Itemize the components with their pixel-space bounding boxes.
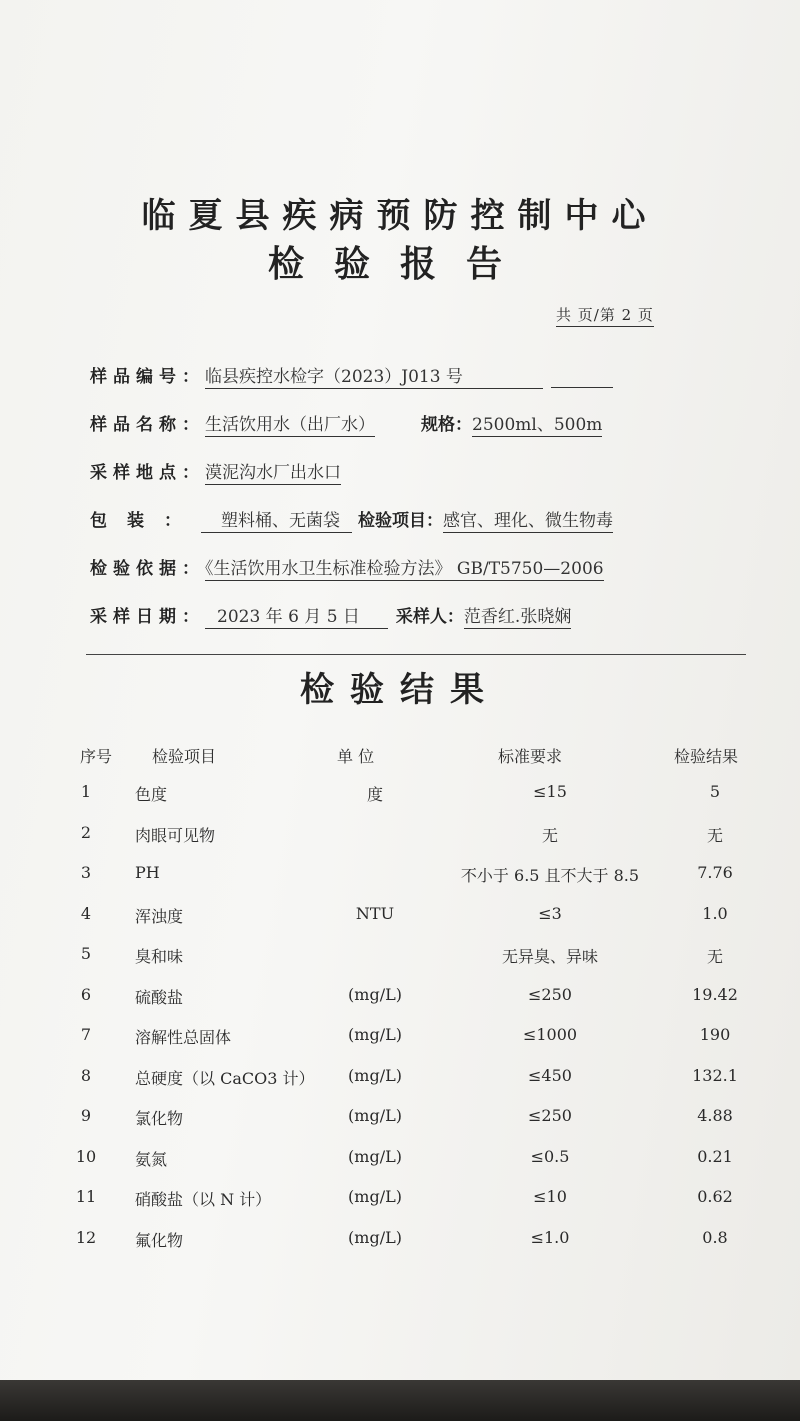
field-value: 临县疾控水检字（2023）J013 号 — [205, 367, 543, 389]
col-header-std: 标准要求 — [498, 747, 563, 766]
org-title: 临夏县疾病预防控制中心 — [141, 196, 659, 236]
field-label: 采样日期： — [90, 607, 205, 627]
cell-result: 0.8 — [702, 1227, 728, 1247]
cell-item: 氯化物 — [135, 1109, 184, 1128]
cell-std: ≤1000 — [522, 1025, 578, 1044]
cell-result: 5 — [709, 782, 721, 801]
cell-item: 硫酸盐 — [135, 987, 184, 1007]
cell-std: 无 — [541, 825, 558, 845]
cell-no: 9 — [80, 1106, 92, 1125]
background-surface — [0, 1380, 800, 1421]
cell-no: 2 — [80, 822, 92, 842]
field-basis — [90, 554, 604, 579]
field-label: 检验项目： — [358, 511, 443, 531]
cell-no: 7 — [80, 1025, 92, 1044]
cell-std: ≤250 — [528, 1106, 572, 1125]
field-location — [90, 458, 341, 483]
cell-result: 4.88 — [697, 1106, 733, 1125]
cell-std: ≤3 — [538, 903, 562, 923]
cell-result: 无 — [706, 947, 723, 966]
cell-item: 硝酸盐（以 N 计） — [135, 1190, 272, 1209]
cell-item: 氨氮 — [135, 1149, 168, 1169]
field-value: 生活饮用水（出厂水） — [205, 415, 375, 435]
cell-unit: (mg/L) — [348, 1227, 402, 1247]
cell-item: 溶解性总固体 — [135, 1028, 232, 1047]
cell-item: 肉眼可见物 — [135, 825, 216, 845]
field-value: 2023 年 6 月 5 日 — [205, 607, 388, 629]
cell-std: ≤15 — [533, 782, 567, 801]
cell-unit: (mg/L) — [348, 1065, 402, 1085]
cell-unit: (mg/L) — [348, 984, 402, 1004]
cell-item: 氟化物 — [135, 1230, 184, 1250]
cell-no: 5 — [80, 944, 92, 963]
cell-std: ≤0.5 — [530, 1146, 570, 1166]
field-value: 《生活饮用水卫生标准检验方法》 GB/T5750—2006 — [205, 559, 604, 579]
cell-result: 0.21 — [697, 1146, 733, 1166]
field-sample-name — [90, 410, 602, 435]
field-date — [90, 602, 571, 627]
cell-no: 1 — [80, 782, 92, 801]
cell-std: 不小于 6.5 且不大于 8.5 — [460, 866, 640, 885]
cell-result: 无 — [706, 825, 723, 845]
cell-std: ≤1.0 — [530, 1227, 570, 1247]
cell-result: 19.42 — [692, 984, 738, 1004]
cell-no: 10 — [75, 1146, 97, 1166]
field-label: 规格： — [421, 415, 472, 435]
cell-item: PH — [135, 863, 160, 882]
cell-no: 6 — [80, 984, 92, 1004]
field-value: 2500ml、500m — [472, 415, 603, 435]
field-label: 样品名称： — [90, 415, 205, 435]
cell-result: 190 — [699, 1025, 731, 1044]
field-label: 采样地点： — [90, 463, 205, 483]
underline — [551, 373, 613, 388]
cell-no: 12 — [75, 1227, 97, 1247]
field-label: 样品编号： — [90, 367, 205, 387]
cell-std: 无异臭、异味 — [501, 947, 598, 966]
cell-std: ≤10 — [533, 1187, 567, 1206]
field-sample-no — [90, 362, 613, 388]
col-header-result: 检验结果 — [674, 747, 739, 766]
field-label: 包装： — [90, 511, 201, 531]
cell-no: 11 — [75, 1187, 97, 1206]
cell-result: 0.62 — [697, 1187, 733, 1206]
cell-no: 4 — [80, 903, 92, 923]
cell-item: 浑浊度 — [135, 906, 184, 926]
field-value: 漠泥沟水厂出水口 — [205, 463, 341, 483]
cell-unit: (mg/L) — [348, 1187, 402, 1206]
cell-unit: (mg/L) — [348, 1025, 402, 1044]
cell-no: 3 — [80, 863, 92, 882]
field-value: 范香红.张晓娴 — [463, 607, 572, 627]
cell-std: ≤450 — [528, 1065, 572, 1085]
cell-unit: (mg/L) — [348, 1146, 402, 1166]
cell-unit: 度 — [366, 785, 383, 804]
field-value: 塑料桶、无菌袋 — [201, 511, 352, 533]
field-label: 采样人： — [395, 607, 464, 627]
field-value: 感官、理化、微生物毒 — [443, 511, 613, 531]
cell-result: 1.0 — [702, 903, 728, 923]
results-title: 检验结果 — [300, 670, 500, 710]
page-info: 共 页/第 2 页 — [556, 304, 654, 327]
cell-unit: NTU — [355, 903, 395, 923]
cell-std: ≤250 — [528, 984, 572, 1004]
cell-item: 总硬度（以 CaCO3 计） — [135, 1068, 315, 1088]
col-header-no: 序号 — [80, 747, 113, 766]
col-header-item: 检验项目 — [152, 747, 217, 766]
cell-result: 132.1 — [692, 1065, 738, 1085]
cell-no: 8 — [80, 1065, 92, 1085]
cell-unit: (mg/L) — [348, 1106, 402, 1125]
col-header-unit: 单 位 — [337, 747, 375, 766]
cell-result: 7.76 — [697, 863, 733, 882]
cell-item: 色度 — [135, 785, 168, 804]
separator-line — [86, 654, 746, 655]
field-package — [90, 506, 613, 531]
field-label: 检验依据： — [90, 559, 205, 579]
cell-item: 臭和味 — [135, 947, 184, 966]
report-title: 检验报告 — [267, 243, 532, 285]
